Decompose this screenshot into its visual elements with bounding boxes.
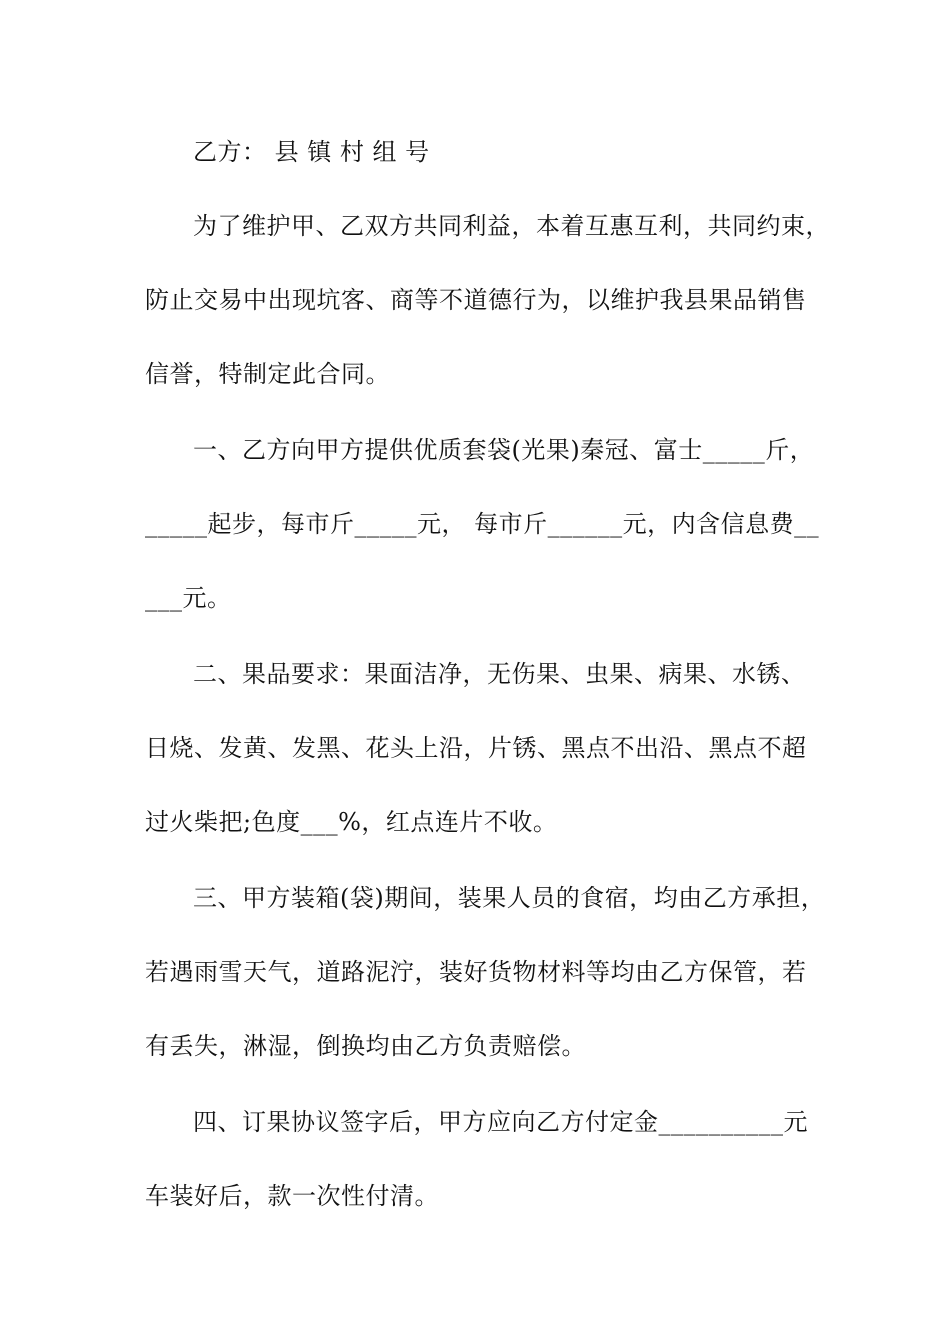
clause-3-line-2: 若遇雨雪天气，道路泥泞，装好货物材料等均由乙方保管，若 <box>145 958 807 986</box>
clause-1-line-2: _____起步，每市斤_____元， 每市斤______元，内含信息费__ <box>145 510 820 538</box>
clause-4-line-1: 四、订果协议签字后，甲方应向乙方付定金__________元 <box>193 1108 808 1136</box>
clause-2-line-2: 日烧、发黄、发黑、花头上沿，片锈、黑点不出沿、黑点不超 <box>145 734 807 762</box>
clause-2-line-3: 过火柴把;色度___%，红点连片不收。 <box>145 808 558 836</box>
clause-3-line-1: 三、甲方装箱(袋)期间，装果人员的食宿，均由乙方承担， <box>193 884 826 912</box>
clause-3-line-3: 有丢失，淋湿，倒换均由乙方负责赔偿。 <box>145 1032 586 1060</box>
clause-2-line-1: 二、果品要求：果面洁净，无伤果、虫果、病果、水锈、 <box>193 660 806 688</box>
party-b-address-line: 乙方： 县 镇 村 组 号 <box>193 138 430 166</box>
clause-4-line-2: 车装好后，款一次性付清。 <box>145 1182 439 1210</box>
preamble-line-2: 防止交易中出现坑客、商等不道德行为，以维护我县果品销售 <box>145 286 807 314</box>
preamble-line-3: 信誉，特制定此合同。 <box>145 360 390 388</box>
clause-1-line-3: ___元。 <box>145 584 232 612</box>
clause-1-line-1: 一、乙方向甲方提供优质套袋(光果)秦冠、富士_____斤， <box>193 436 815 464</box>
preamble-line-1: 为了维护甲、乙双方共同利益，本着互惠互利，共同约束， <box>193 212 830 240</box>
